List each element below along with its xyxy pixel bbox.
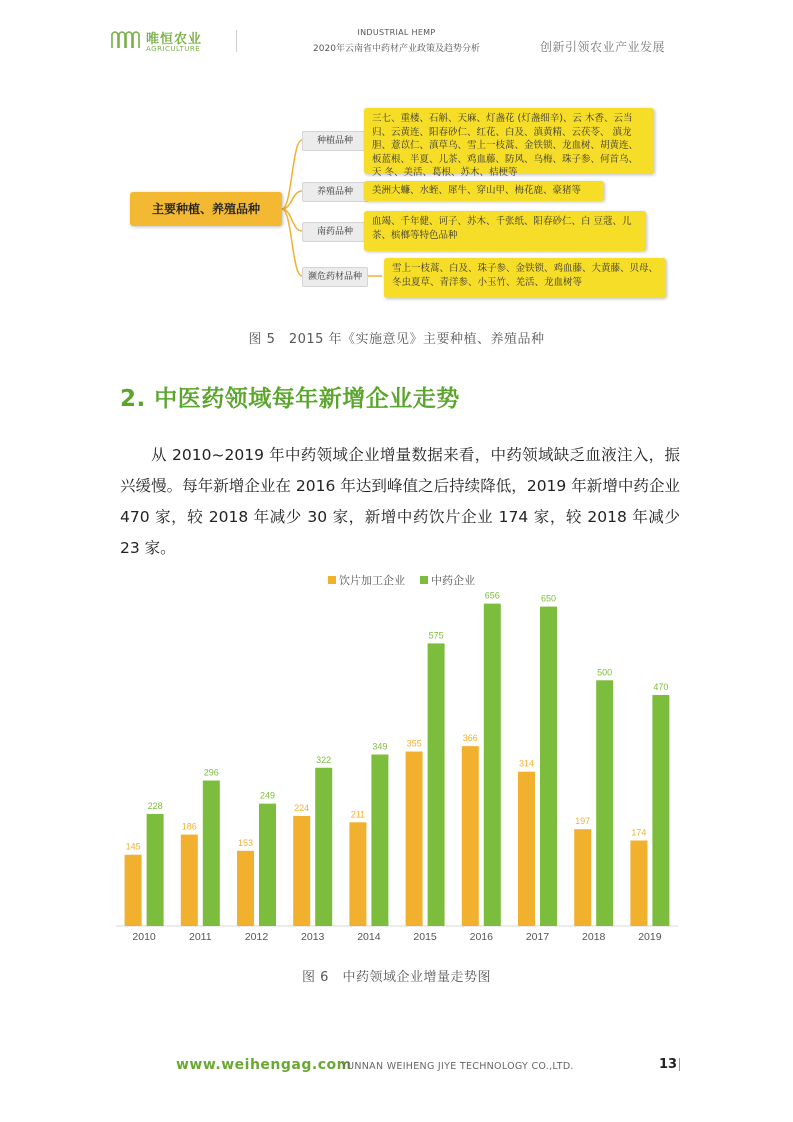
bar-0-2019 (630, 840, 647, 926)
x-tick-label-2011: 2011 (189, 931, 212, 943)
bar-1-2016 (484, 604, 501, 926)
data-label-1-2018: 500 (597, 667, 613, 678)
footer-website-link[interactable]: www.weihengag.com (176, 1057, 352, 1073)
logo-text-cn: 唯恒农业 (146, 32, 203, 47)
header-subtitle-cn: 2020年云南省中药材产业政策及趋势分析 (313, 44, 480, 54)
data-label-1-2012: 249 (259, 790, 276, 801)
bar-1-2019 (652, 695, 669, 926)
data-label-0-2015: 355 (406, 738, 422, 749)
data-label-0-2014: 211 (350, 809, 366, 820)
x-tick-label-2013: 2013 (301, 931, 325, 943)
bar-1-2012 (259, 804, 276, 926)
figure-5-caption: 图 5 2015 年《实施意见》主要种植、养殖品种 (248, 332, 545, 347)
data-label-1-2010: 228 (147, 800, 163, 811)
mindmap-items-planting: 三七、重楼、石斛、天麻、灯盏花 (灯盏细辛)、云 木香、云当归、云黄连、阳春砂仁、红花、白及、滇黄精、云茯苓、 滇龙胆、薏苡仁、滇草乌、雪上一枝蒿、金铁锁、龙血树、胡黄连、 板蓝根、半夏、儿茶、鸡血藤、防风、乌梅、珠子参、何首乌、天 冬、美活、葛根、苏木、桔梗等 (364, 108, 654, 174)
bar-1-2011 (203, 781, 220, 926)
bar-0-2012 (237, 851, 254, 926)
bar-0-2017 (518, 772, 535, 926)
bar-0-2015 (406, 752, 423, 926)
x-tick-label-2018: 2018 (582, 931, 606, 943)
x-tick-label-2010: 2010 (132, 931, 156, 943)
bar-1-2010 (147, 814, 164, 926)
data-label-1-2014: 349 (372, 741, 388, 752)
x-tick-label-2017: 2017 (525, 931, 550, 943)
enterprise-growth-chart (112, 568, 682, 948)
bar-1-2013 (315, 768, 332, 926)
logo-text-en: AGRICULTURE (146, 45, 201, 53)
bar-0-2011 (181, 835, 198, 926)
data-label-0-2019: 174 (631, 827, 647, 838)
legend-swatch-0 (328, 576, 336, 584)
bar-0-2013 (293, 816, 310, 926)
bar-1-2015 (428, 643, 445, 926)
x-tick-label-2016: 2016 (469, 931, 493, 943)
mindmap-category-breeding: 养殖品种 (302, 182, 368, 202)
section-paragraph: 从 2010~2019 年中药领域企业增量数据来看，中药领域缺乏血液注入，振兴缓慢。每年新增企业在 2016 年达到峰值之后持续降低，2019 年新增中药企业 470 家，较 2018 年减少 30 家，新增中药饮片企业 174 家，较 2018 年减少 23 家。 (120, 446, 680, 557)
mindmap-items-endangered: 雪上一枝蒿、白及、珠子参、金铁锁、鸡血藤、大黄藤、贝母、 冬虫夏草、青洋参、小玉竹、羌活、龙血树等 (384, 258, 666, 298)
mindmap-category-planting: 种植品种 (302, 131, 368, 151)
x-tick-label-2012: 2012 (244, 931, 269, 943)
bar-1-2017 (540, 607, 557, 926)
data-label-1-2016: 656 (484, 590, 500, 601)
data-label-1-2011: 296 (203, 767, 219, 778)
bar-0-2016 (462, 746, 479, 926)
data-label-0-2010: 145 (125, 841, 141, 852)
data-label-1-2015: 575 (428, 630, 444, 641)
bar-chart-svg (112, 568, 682, 948)
data-label-0-2018: 197 (575, 816, 591, 827)
data-label-1-2013: 322 (316, 754, 332, 765)
mindmap-category-endangered: 濒危药材品种 (302, 267, 368, 287)
bar-1-2014 (371, 754, 388, 926)
bar-0-2010 (125, 855, 142, 926)
data-label-1-2019: 470 (653, 682, 669, 693)
header-slogan: 创新引领农业产业发展 (539, 40, 665, 54)
x-tick-label-2014: 2014 (357, 931, 381, 943)
data-label-1-2017: 650 (540, 593, 557, 604)
mindmap-root: 主要种植、养殖品种 (130, 192, 282, 226)
footer-divider (679, 1058, 680, 1071)
data-label-0-2011: 186 (181, 821, 197, 832)
x-tick-label-2015: 2015 (413, 931, 437, 943)
legend-label-1: 中药企业 (431, 575, 475, 587)
bar-0-2014 (349, 822, 366, 926)
page-header (0, 0, 793, 70)
header-subtitle-en: INDUSTRIAL HEMP (357, 28, 436, 37)
mindmap-items-southern: 血竭、千年健、诃子、苏木、千张纸、阳春砂仁、白 豆蔻、儿茶、槟榔等特色品种 (364, 211, 646, 251)
legend-swatch-1 (420, 576, 428, 584)
species-mindmap (120, 100, 680, 310)
bar-1-2018 (596, 680, 613, 926)
x-tick-label-2019: 2019 (638, 931, 662, 943)
data-label-0-2013: 224 (294, 802, 310, 813)
legend-label-0: 饮片加工企业 (339, 575, 405, 587)
footer-company-name: YUNNAN WEIHENG JIYE TECHNOLOGY CO.,LTD. (341, 1061, 574, 1072)
mindmap-items-breeding: 美洲大蠊、水蛭、犀牛、穿山甲、梅花鹿、豪猪等 (364, 181, 604, 201)
data-label-0-2016: 366 (462, 733, 478, 744)
bar-0-2018 (574, 829, 591, 926)
data-label-0-2017: 314 (518, 758, 535, 769)
section-heading: 2. 中医药领域每年新增企业走势 (120, 386, 460, 412)
figure-6-caption: 图 6 中药领域企业增量走势图 (302, 970, 491, 985)
page-number: 13 (659, 1057, 678, 1072)
mindmap-category-southern: 南药品种 (302, 222, 368, 242)
data-label-0-2012: 153 (237, 837, 254, 848)
